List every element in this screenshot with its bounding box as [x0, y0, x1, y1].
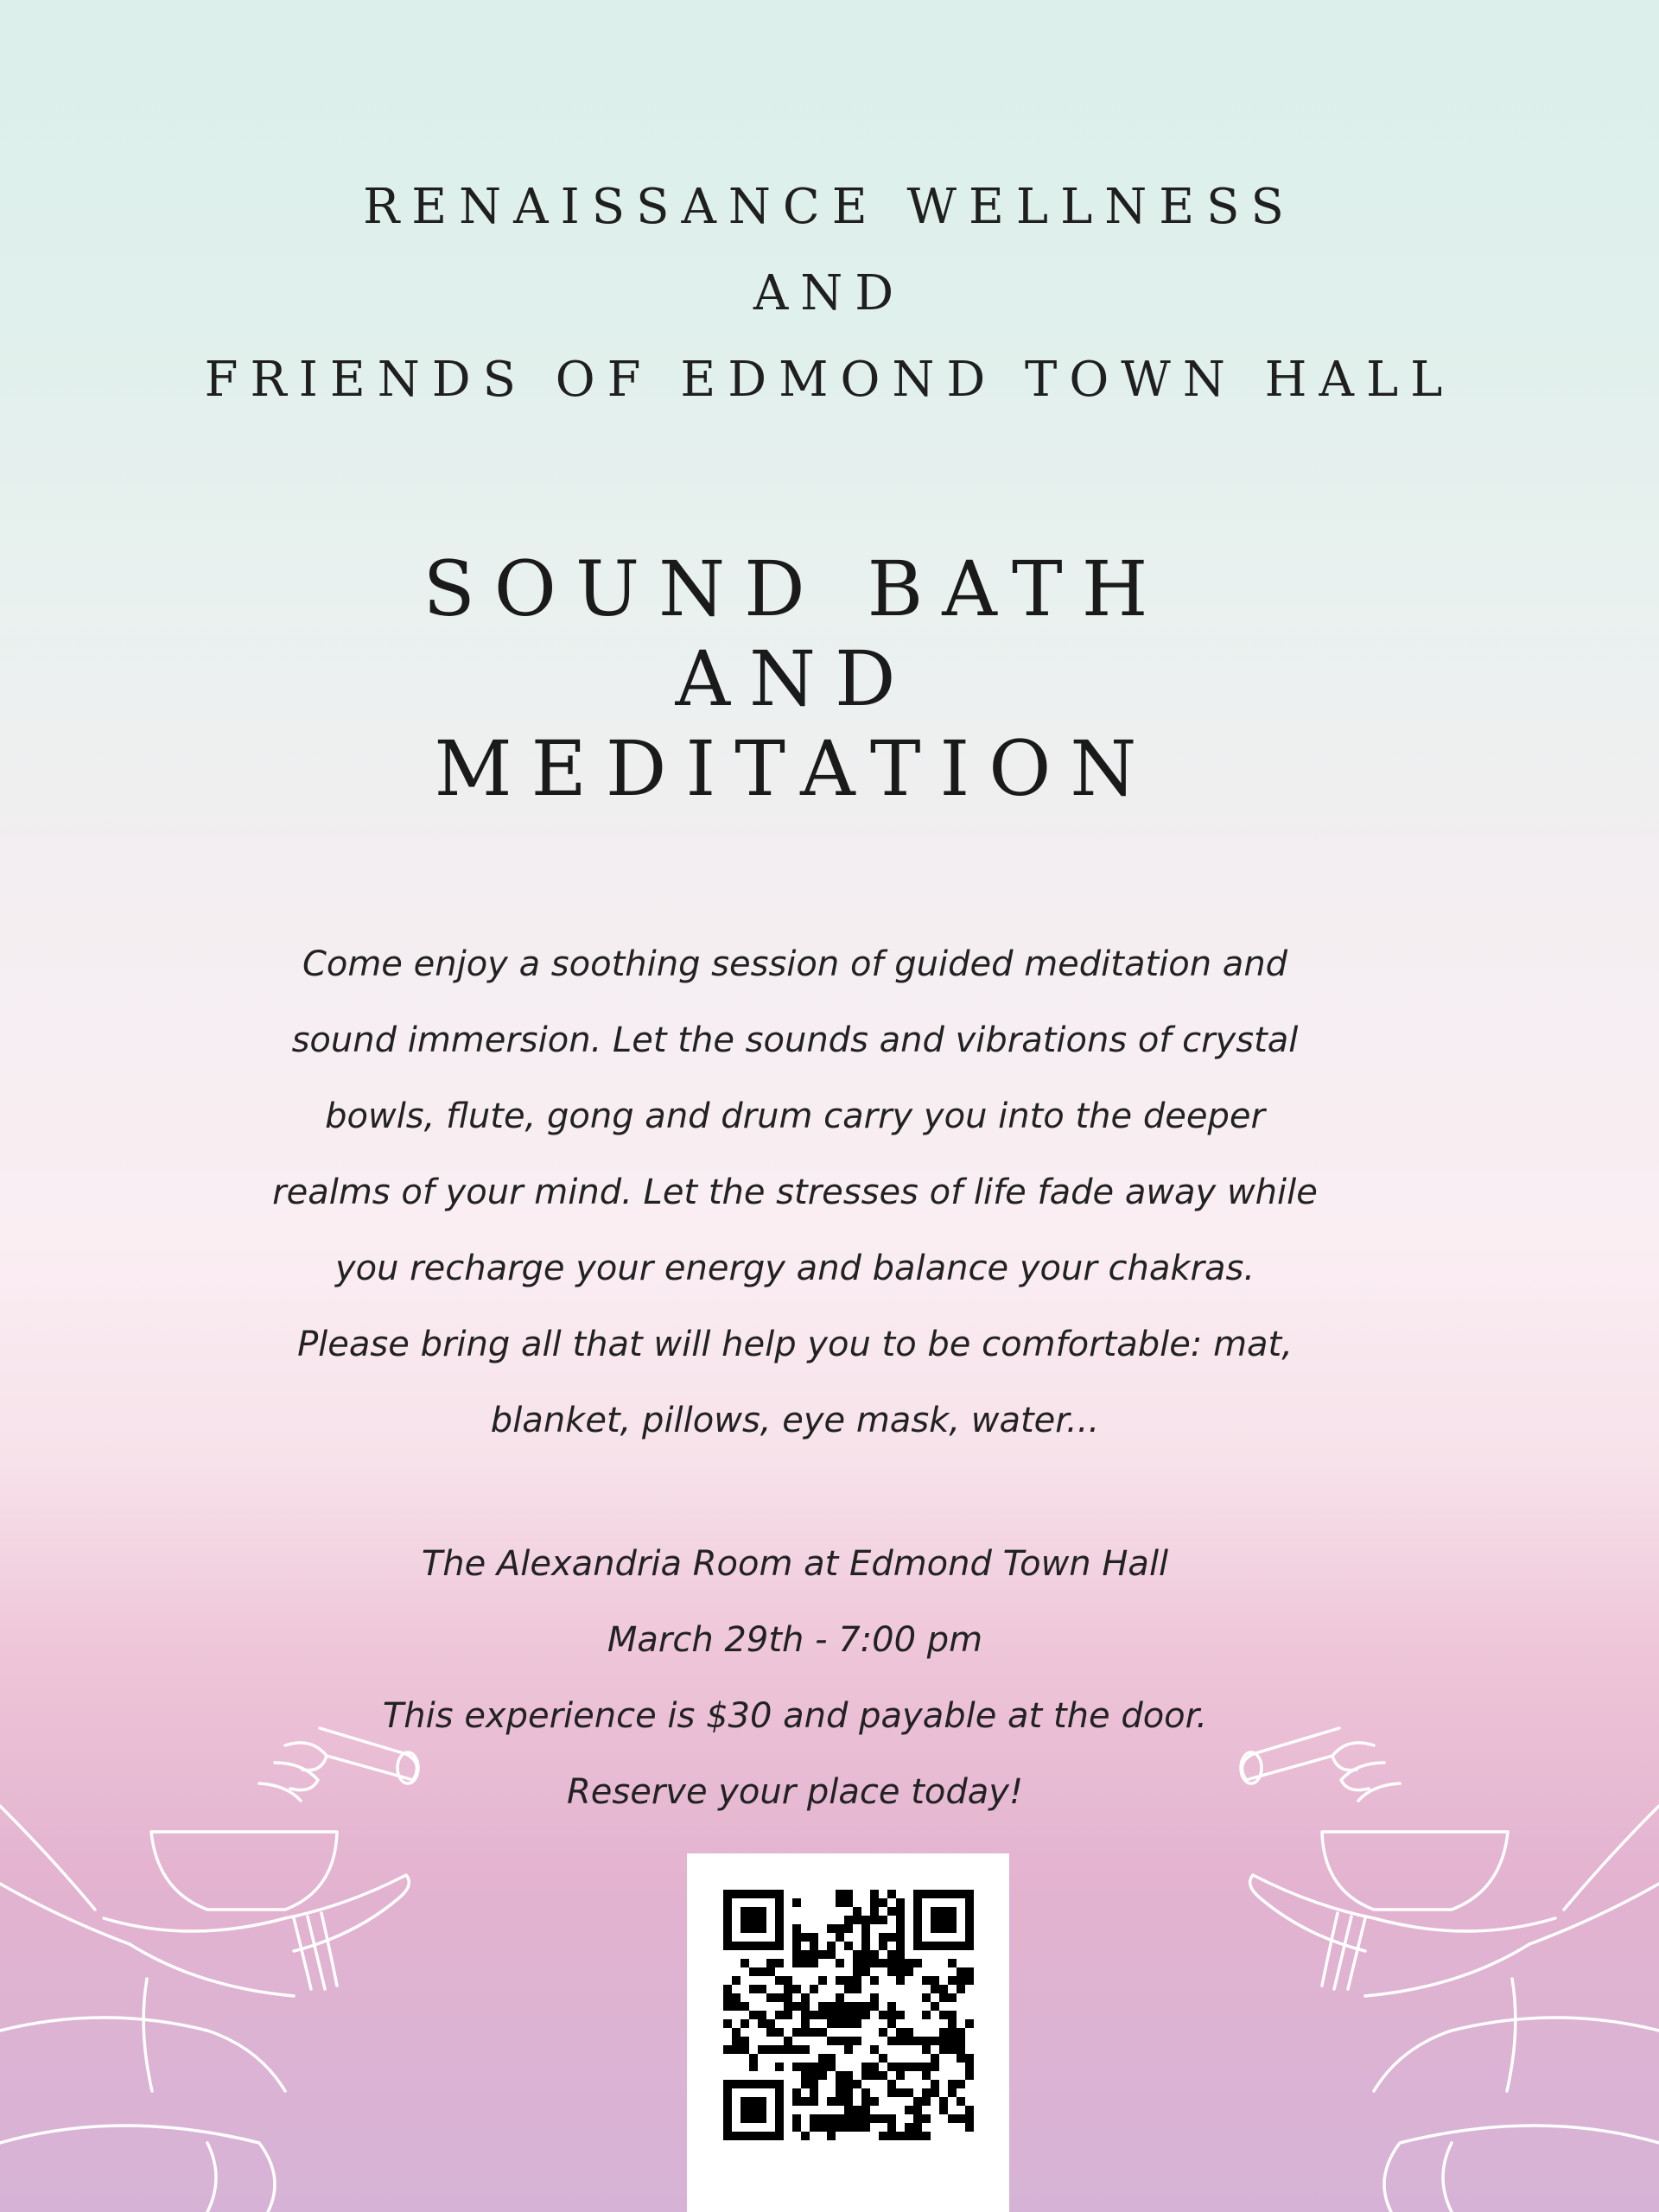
right-hand-bowl-illustration	[1175, 1659, 1659, 2212]
description-line: bowls, flute, gong and drum carry you into the deeper	[325, 1096, 1265, 1136]
organizer-line-3: FRIENDS OF EDMOND TOWN HALL	[204, 352, 1455, 408]
qr-code[interactable]	[687, 1853, 1009, 2212]
description-line: blanket, pillows, eye mask, water...	[490, 1401, 1100, 1440]
qr-code-pattern	[723, 1890, 974, 2140]
reserve-call-to-action: Reserve your place today!	[566, 1772, 1024, 1812]
title-line-1: SOUND BATH	[423, 544, 1167, 633]
organizer-line-2: AND	[753, 265, 906, 321]
title-line-3: MEDITATION	[434, 724, 1156, 813]
event-title	[0, 544, 1590, 814]
description-line: Come enjoy a soothing session of guided meditation and	[302, 944, 1288, 984]
event-location: The Alexandria Room at Edmond Town Hall	[421, 1544, 1169, 1584]
title-line-2: AND	[675, 634, 915, 723]
left-hand-bowl-illustration	[0, 1659, 484, 2212]
description-line: sound immersion. Let the sounds and vibrations of crystal	[291, 1020, 1299, 1060]
description-line: realms of your mind. Let the stresses of life fade away while	[272, 1173, 1318, 1212]
description-line: you recharge your energy and balance your chakras.	[334, 1249, 1255, 1288]
organizers-header	[0, 164, 1659, 423]
event-description	[138, 926, 1452, 1459]
organizer-line-1: RENAISSANCE WELLNESS	[363, 179, 1296, 235]
description-line: Please bring all that will help you to be comfortable: mat,	[297, 1325, 1293, 1364]
event-price: This experience is $30 and payable at the door.	[382, 1696, 1208, 1736]
event-date-time: March 29th - 7:00 pm	[607, 1620, 983, 1660]
